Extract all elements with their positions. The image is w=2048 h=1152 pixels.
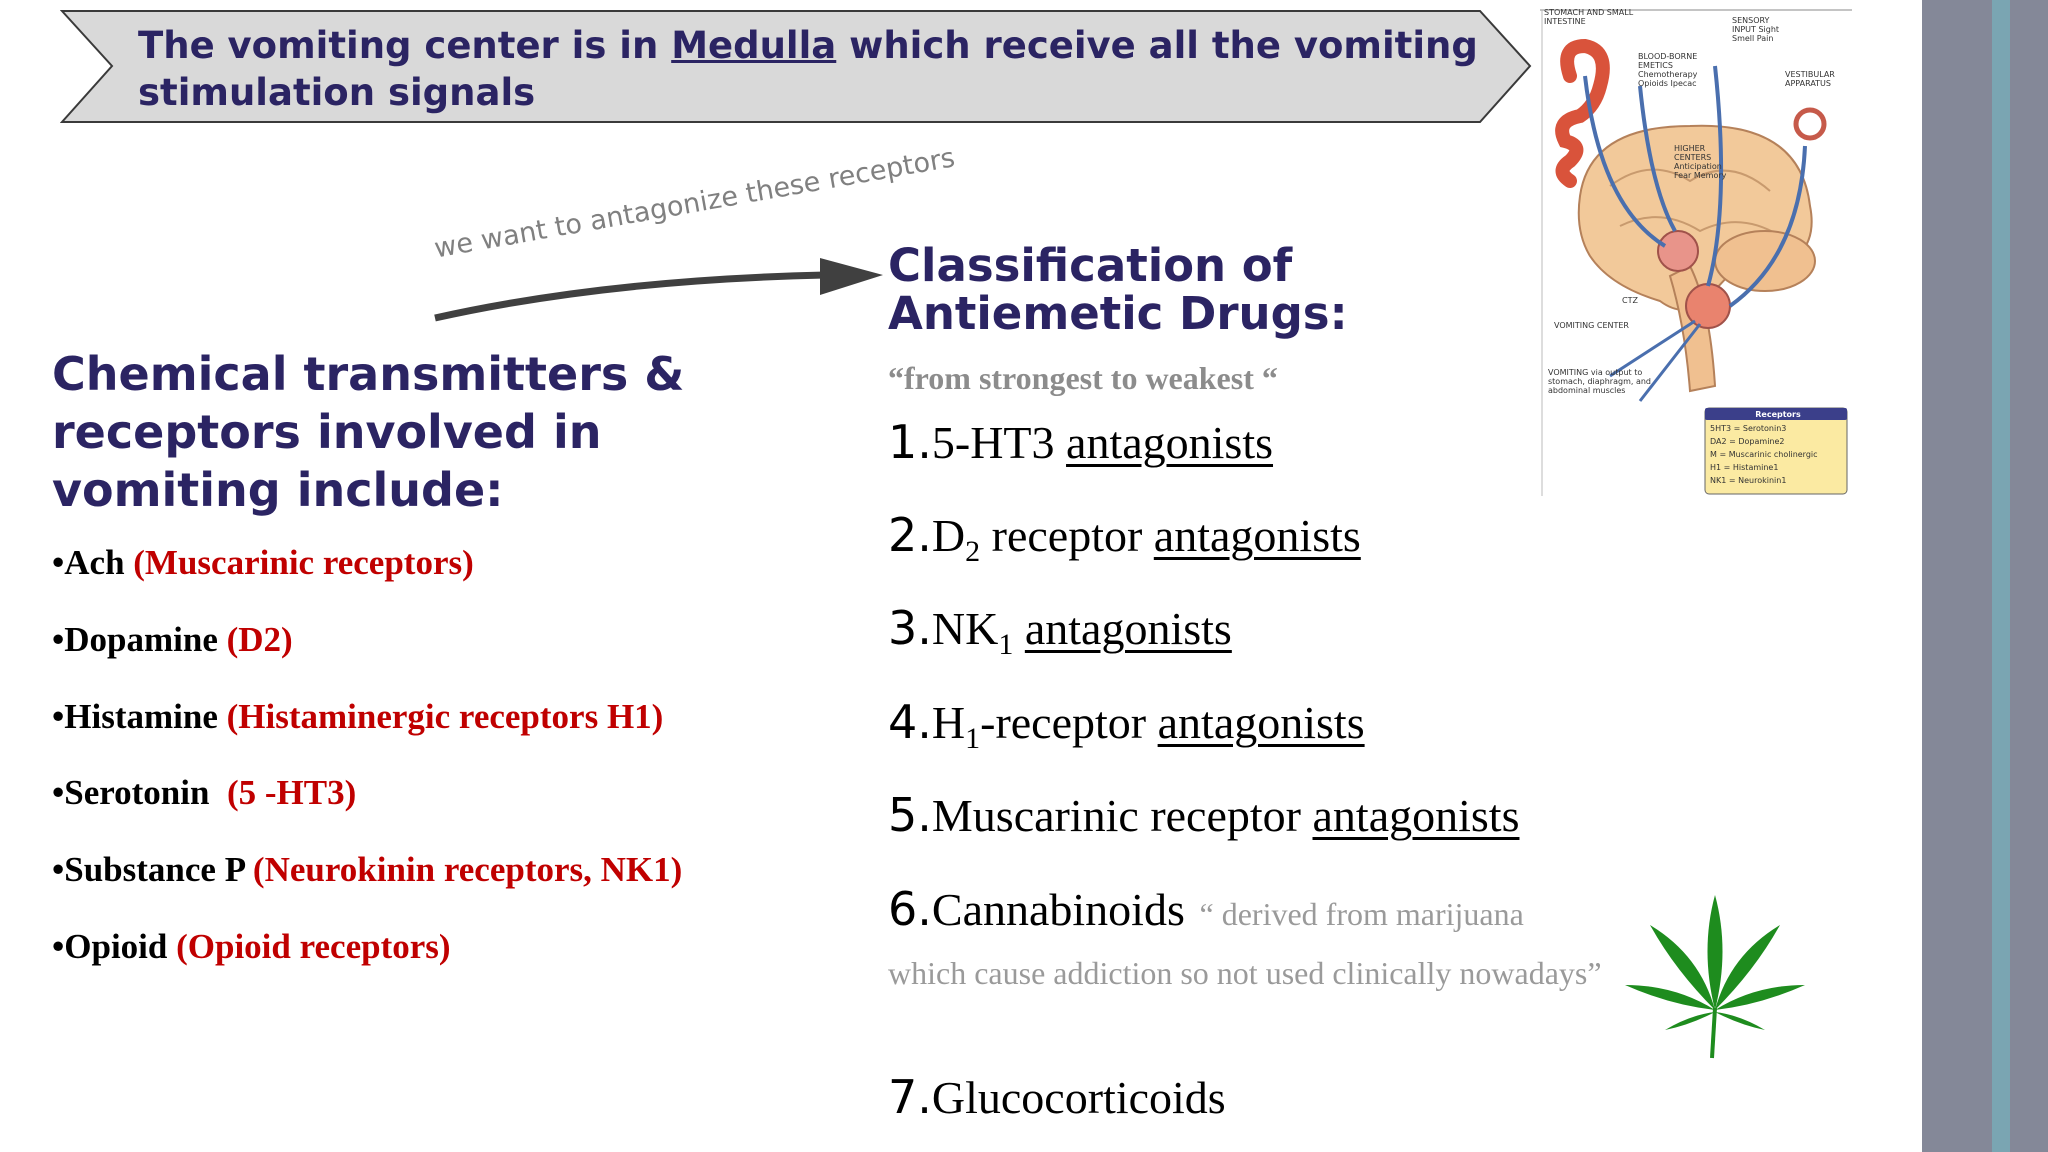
bullet-receptor: (D2): [226, 620, 293, 659]
cannabis-leaf-icon: [1620, 890, 1810, 1060]
bullet-substance-p: [52, 850, 682, 890]
receptor-line: DA2 = Dopamine2: [1710, 437, 1785, 446]
diagram-label-sensory: SENSORY INPUT Sight Smell Pain: [1732, 16, 1780, 43]
sidebar-stripe-grey-right: [2010, 0, 2048, 1152]
bullet-dopamine: [52, 620, 293, 660]
receptors-box-title: Receptors: [1755, 410, 1801, 419]
item-note: “ derived from marijuana: [1199, 896, 1524, 932]
receptor-line: 5HT3 = Serotonin3: [1710, 424, 1787, 433]
bullet-name: •Histamine: [52, 697, 227, 736]
banner-text-post: which receive all the vomiting stimulation signals: [138, 24, 1478, 114]
classification-heading: Classification of Antiemetic Drugs:: [888, 239, 1348, 340]
item-number: 4.: [888, 695, 932, 749]
bullet-histamine: [52, 697, 663, 737]
bullet-name: •Ach: [52, 543, 134, 582]
arrow-note: we want to antagonize these receptors: [432, 142, 958, 265]
bullet-receptor: (5 -HT3): [226, 773, 357, 812]
item-underlined: antagonists: [1024, 603, 1232, 654]
item-underlined: antagonists: [1153, 510, 1361, 561]
bullet-ach: [52, 543, 474, 583]
receptor-line: H1 = Histamine1: [1710, 463, 1779, 472]
title-banner: [60, 8, 1535, 125]
diagram-label-blood: BLOOD-BORNE EMETICS Chemotherapy Opioids Ipecac: [1638, 52, 1698, 88]
item-text: D: [931, 510, 966, 561]
class-item-4: [888, 695, 1365, 756]
banner-text: [138, 22, 1488, 116]
bullet-name: •Dopamine: [52, 620, 227, 659]
class-item-2: [888, 508, 1361, 569]
bullet-receptor: (Neurokinin receptors, NK1): [252, 850, 683, 889]
item-text-2: [1013, 603, 1025, 654]
item-subscript: 1: [998, 628, 1014, 662]
item-subscript: 2: [965, 535, 981, 569]
diagram-label-stomach: STOMACH AND SMALL INTESTINE: [1544, 8, 1634, 26]
item-number: 1.: [888, 415, 932, 469]
item-subscript: 1: [965, 722, 981, 756]
classification-subtitle: “from strongest to weakest “: [888, 360, 1278, 396]
item-text: 5-HT3: [931, 417, 1067, 468]
diagram-label-vomiting-output: VOMITING via output to stomach, diaphragm, and abdominal muscles: [1548, 368, 1651, 395]
bullet-name: •Substance P: [52, 850, 253, 889]
diagram-label-vestibular: VESTIBULAR APPARATUS: [1785, 70, 1835, 88]
item-underlined: antagonists: [1157, 697, 1365, 748]
bullet-opioid: [52, 927, 451, 967]
vomiting-pathway-diagram: [1540, 6, 1852, 496]
item-text: NK: [931, 603, 999, 654]
item-number: 3.: [888, 601, 932, 655]
receptor-line: M = Muscarinic cholinergic: [1710, 450, 1818, 459]
item-text: Glucocorticoids: [931, 1072, 1226, 1123]
bullet-receptor: (Opioid receptors): [176, 927, 451, 966]
item-underlined: antagonists: [1066, 417, 1274, 468]
item-underlined: antagonists: [1312, 790, 1520, 841]
banner-text-pre: The vomiting center is in: [138, 24, 672, 67]
item-number: 2.: [888, 508, 932, 562]
diagram-label-ctz: CTZ: [1622, 296, 1638, 305]
sidebar-stripe-grey: [1922, 0, 1992, 1152]
item-number: 5.: [888, 788, 932, 842]
bullet-name: •Serotonin: [52, 773, 227, 812]
transmitters-heading: Chemical transmitters & receptors involved in vomiting include:: [52, 347, 685, 517]
sidebar-stripe-teal: [1992, 0, 2010, 1152]
receptor-line: NK1 = Neurokinin1: [1710, 476, 1787, 485]
class-item-1: [888, 415, 1273, 469]
class-item-5: [888, 788, 1519, 842]
item-text: H: [931, 697, 966, 748]
class-item-6-note-continued: which cause addiction so not used clinically nowadays”: [888, 955, 1602, 991]
bullet-serotonin: [52, 773, 356, 813]
class-item-3: [888, 601, 1232, 662]
item-text-2: -receptor: [980, 697, 1158, 748]
item-text: Muscarinic receptor: [931, 790, 1313, 841]
bullet-name: •Opioid: [52, 927, 177, 966]
diagram-label-vomiting-center: VOMITING CENTER: [1554, 321, 1629, 330]
item-number: 6.: [888, 882, 932, 936]
bullet-receptor: (Muscarinic receptors): [133, 543, 474, 582]
class-item-6: [888, 882, 1524, 936]
class-item-7: [888, 1070, 1226, 1124]
bullet-receptor: (Histaminergic receptors H1): [226, 697, 664, 736]
banner-link-medulla: Medulla: [671, 24, 837, 67]
item-text: Cannabinoids: [931, 884, 1185, 935]
diagram-label-higher-centers: HIGHER CENTERS Anticipation Fear Memory: [1674, 144, 1727, 180]
item-text-2: receptor: [980, 510, 1154, 561]
item-number: 7.: [888, 1070, 932, 1124]
